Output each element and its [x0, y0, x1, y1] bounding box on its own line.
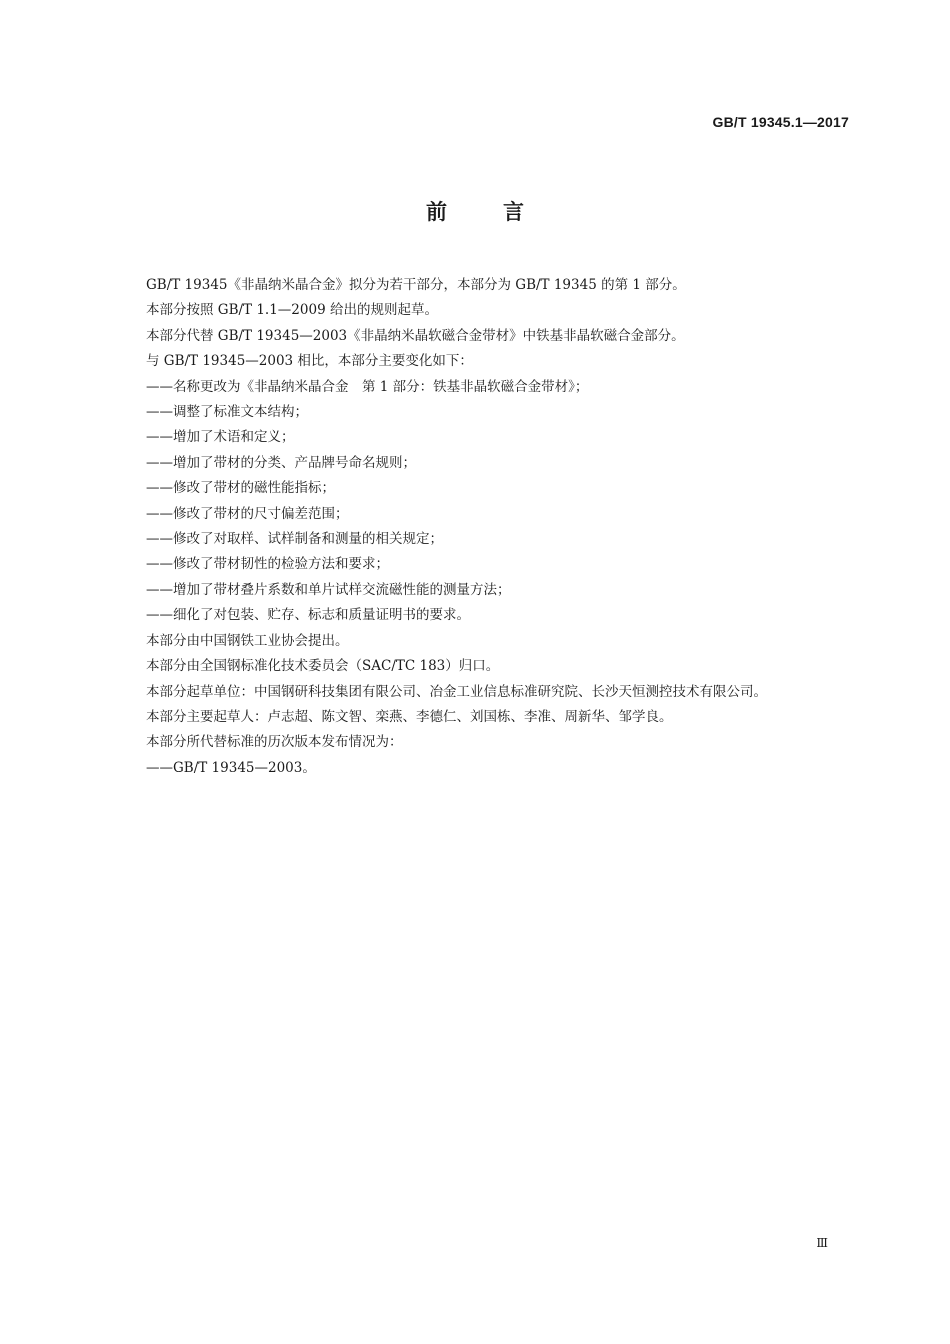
paragraph: GB/T 19345《非晶纳米晶合金》拟分为若干部分，本部分为 GB/T 19345 的第 1 部分。	[146, 277, 686, 293]
page-title	[0, 196, 950, 226]
page-number: Ⅲ	[816, 1236, 828, 1250]
change-item: ——名称更改为《非晶纳米晶合金 第 1 部分：铁基非晶软磁合金带材》；	[146, 378, 589, 395]
change-item: ——增加了带材叠片系数和单片试样交流磁性能的测量方法；	[146, 581, 511, 598]
paragraph: 本部分主要起草人：卢志超、陈文智、栾燕、李德仁、刘国栋、李准、周新华、邹学良。	[146, 708, 673, 725]
change-item: ——GB/T 19345—2003。	[146, 759, 316, 776]
change-item: ——修改了带材韧性的检验方法和要求；	[146, 556, 389, 573]
paragraph: 本部分起草单位：中国钢研科技集团有限公司、冶金工业信息标准研究院、长沙天恒测控技术有限公司。	[146, 683, 767, 700]
change-item: ——增加了术语和定义；	[146, 429, 295, 446]
preface-body	[112, 273, 848, 781]
paragraph: 本部分代替 GB/T 19345—2003《非晶纳米晶软磁合金带材》中铁基非晶软磁合金部分。	[146, 327, 685, 344]
paragraph: 与 GB/T 19345—2003 相比，本部分主要变化如下：	[146, 353, 473, 370]
change-item: ——修改了对取样、试样制备和测量的相关规定；	[146, 531, 443, 548]
page-title-char-2: 言	[503, 200, 524, 224]
paragraph: 本部分所代替标准的历次版本发布情况为：	[146, 734, 403, 751]
change-item: ——修改了带材的磁性能指标；	[146, 480, 335, 497]
change-item: ——调整了标准文本结构；	[146, 404, 308, 421]
change-item: ——细化了对包装、贮存、标志和质量证明书的要求。	[146, 607, 470, 624]
paragraph: 本部分由全国钢标准化技术委员会（SAC/TC 183）归口。	[146, 658, 500, 675]
change-item: ——修改了带材的尺寸偏差范围；	[146, 505, 349, 522]
paragraph: 本部分按照 GB/T 1.1—2009 给出的规则起草。	[146, 302, 438, 319]
standard-code: GB/T 19345.1—2017	[712, 114, 849, 130]
page-title-char-1: 前	[426, 200, 447, 224]
paragraph: 本部分由中国钢铁工业协会提出。	[146, 632, 349, 649]
change-item: ——增加了带材的分类、产品牌号命名规则；	[146, 454, 416, 471]
